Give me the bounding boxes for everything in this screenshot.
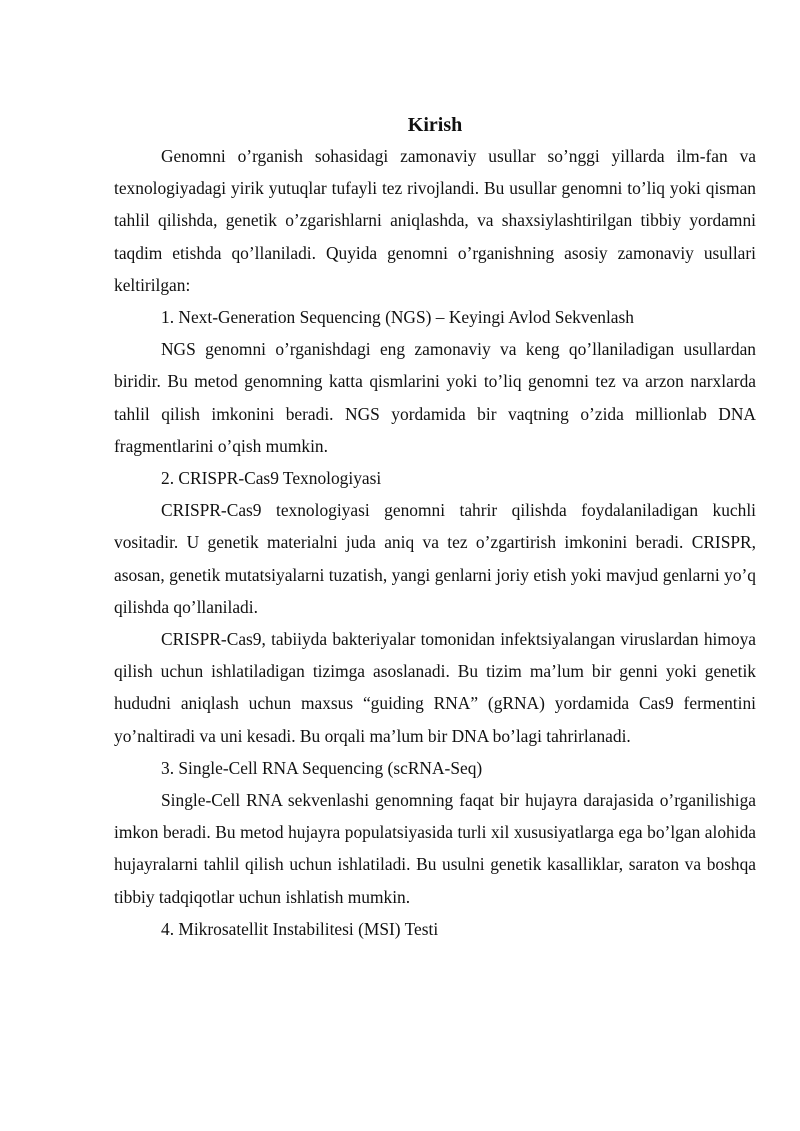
intro-paragraph: Genomni o’rganish sohasidagi zamonaviy usullar so’nggi yillarda ilm-fan va texnologiyadagi yirik yutuqlar tufayli tez rivojlandi. Bu usullar genomni to’liq yoki qisman tahlil qilishda, genetik o’zgarishlarni aniqlashda, va shaxsiylashtirilgan tibbiy yordamni taqdim etishda qo’llaniladi. Quyida genomni o’rganishning asosiy zamonaviy usullari keltirilgan:	[114, 146, 756, 295]
crispr-paragraph-1: CRISPR-Cas9 texnologiyasi genomni tahrir qilishda foydalaniladigan kuchli vositadir. U genetik materialni juda aniq va tez o’zgartirish imkonini beradi. CRISPR, asosan, genetik mutatsiyalarni tuzatish, yangi genlarni joriy etish yoki mavjud genlarni yo’q qilishda qo’llaniladi.	[114, 500, 756, 617]
ngs-paragraph: NGS genomni o’rganishdagi eng zamonaviy va keng qo’llaniladigan usullardan biridir. Bu metod genomning katta qismlarini yoki to’liq genomni tez va arzon narxlarda tahlil qilish imkonini beradi. NGS yordamida bir vaqtning o’zida millionlab DNA fragmentlarini o’qish mumkin.	[114, 339, 756, 456]
section-heading-crispr: 2. CRISPR-Cas9 Texnologiyasi	[161, 468, 382, 489]
section-heading-ngs: 1. Next-Generation Sequencing (NGS) – Keyingi Avlod Sekvenlash	[161, 307, 634, 328]
section-heading-msi: 4. Mikrosatellit Instabilitesi (MSI) Testi	[161, 918, 439, 939]
page-title: Kirish	[407, 114, 463, 136]
scrna-paragraph: Single-Cell RNA sekvenlashi genomning faqat bir hujayra darajasida o’rganilishiga imkon beradi. Bu metod hujayra populatsiyasida turli xil xususiyatlarga ega bo’lgan alohida hujayralarni tahlil qilish uchun ishlatiladi. Bu usulni genetik kasalliklar, saraton va boshqa tibbiy tadqiqotlar uchun ishlatish mumkin.	[114, 790, 756, 907]
section-heading-scrna: 3. Single-Cell RNA Sequencing (scRNA-Seq)	[161, 757, 483, 778]
crispr-paragraph-2: CRISPR-Cas9, tabiiyda bakteriyalar tomonidan infektsiyalangan viruslardan himoya qilish uchun ishlatiladigan tizimga asoslanadi. Bu tizim ma’lum bir genni yoki genetik hududni aniqlash uchun maxsus “guiding RNA” (gRNA) yordamida Cas9 fermentini yo’naltiradi va uni kesadi. Bu orqali ma’lum bir DNA bo’lagi tahrirlanadi.	[114, 629, 756, 746]
page-content	[114, 111, 756, 945]
